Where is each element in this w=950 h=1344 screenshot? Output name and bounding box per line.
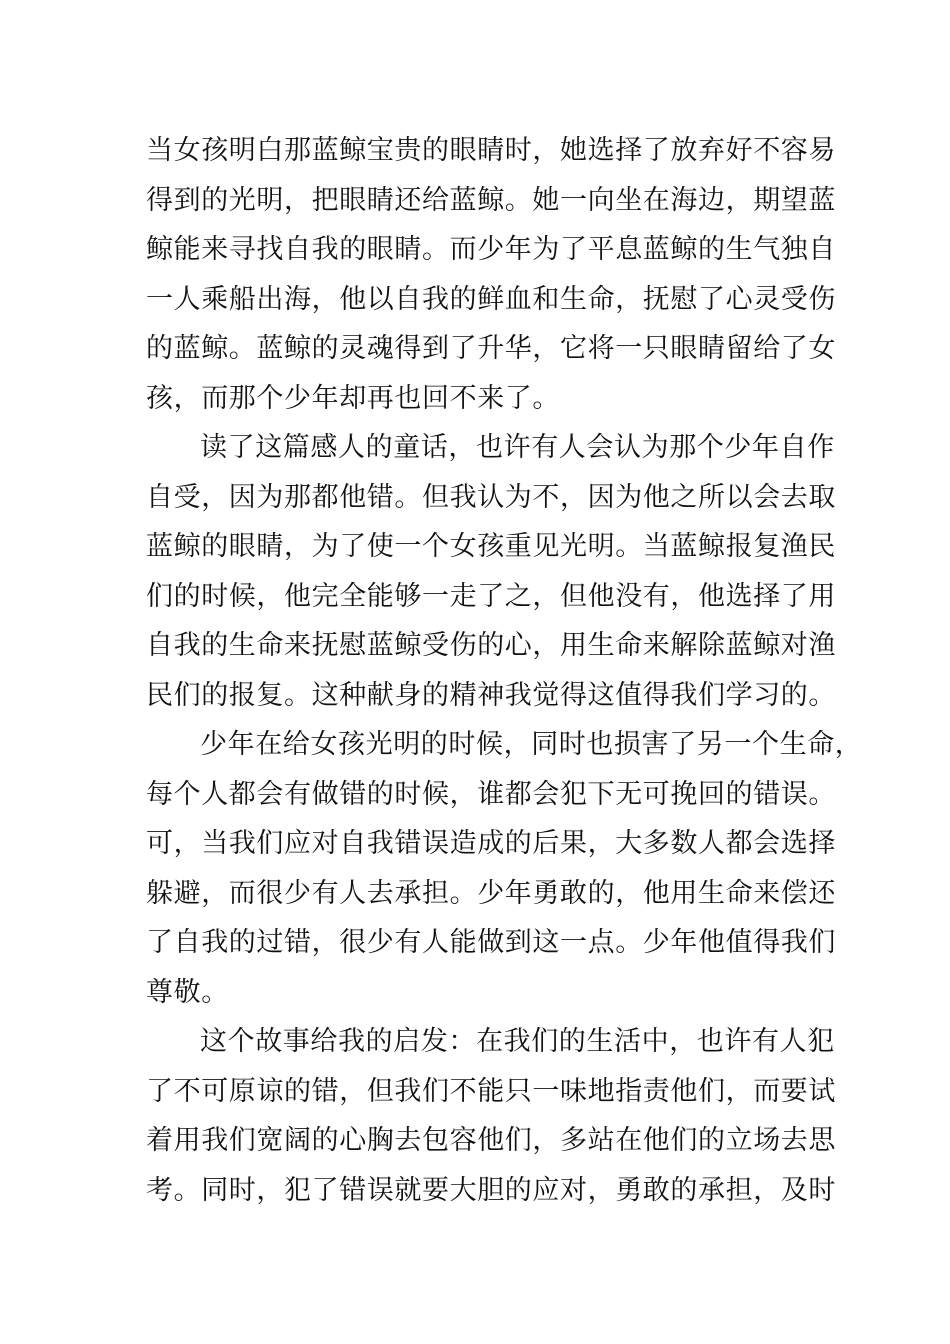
text-line: 这个故事给我的启发：在我们的生活中，也许有人犯 — [200, 1026, 835, 1057]
text-line: 考。同时，犯了错误就要大胆的应对，勇敢的承担，及时 — [146, 1174, 836, 1206]
text-line: 了不可原谅的错，但我们不能只一味地指责他们，而要试 — [146, 1075, 836, 1107]
text-line: 每个人都会有做错的时候，谁都会犯下无可挽回的错误。 — [146, 778, 836, 810]
text-line: 自我的生命来抚慰蓝鲸受伤的心，用生命来解除蓝鲸对渔 — [146, 630, 836, 661]
body-text — [146, 126, 863, 1215]
text-line: 一人乘船出海，他以自我的鲜血和生命，抚慰了心灵受伤 — [146, 283, 836, 315]
text-line: 鲸能来寻找自我的眼睛。而少年为了平息蓝鲸的生气独自 — [146, 234, 836, 265]
text-line: 自受，因为那都他错。但我认为不，因为他之所以会去取 — [146, 481, 836, 513]
text-line: 着用我们宽阔的心胸去包容他们，多站在他们的立场去思 — [146, 1125, 836, 1156]
text-line: 民们的报复。这种献身的精神我觉得这值得我们学习的。 — [146, 679, 836, 711]
text-line: 了自我的过错，很少有人能做到这一点。少年他值得我们 — [146, 927, 836, 958]
paragraph-3 — [146, 720, 863, 1017]
text-line: 躲避，而很少有人去承担。少年勇敢的，他用生命来偿还 — [146, 877, 836, 909]
text-line: 得到的光明，把眼睛还给蓝鲸。她一向坐在海边，期望蓝 — [146, 184, 836, 216]
text-line: 尊敬。 — [146, 976, 229, 1008]
text-line: 可，当我们应对自我错误造成的后果，大多数人都会选择 — [146, 828, 836, 859]
paragraph-4 — [146, 1017, 836, 1215]
text-line: 们的时候，他完全能够一走了之，但他没有，他选择了用 — [146, 580, 836, 612]
paragraph-1 — [146, 126, 836, 423]
text-line: 读了这篇感人的童话，也许有人会认为那个少年自作 — [200, 432, 835, 463]
text-line: 蓝鲸的眼睛，为了使一个女孩重见光明。当蓝鲸报复渔民 — [146, 531, 836, 562]
text-line: 少年在给女孩光明的时候，同时也损害了另一个生命， — [200, 729, 863, 760]
text-line: 当女孩明白那蓝鲸宝贵的眼睛时，她选择了放弃好不容易 — [146, 135, 836, 166]
text-line: 孩，而那个少年却再也回不来了。 — [146, 382, 560, 414]
text-line: 的蓝鲸。蓝鲸的灵魂得到了升华，它将一只眼睛留给了女 — [146, 333, 836, 364]
paragraph-2 — [146, 423, 836, 720]
